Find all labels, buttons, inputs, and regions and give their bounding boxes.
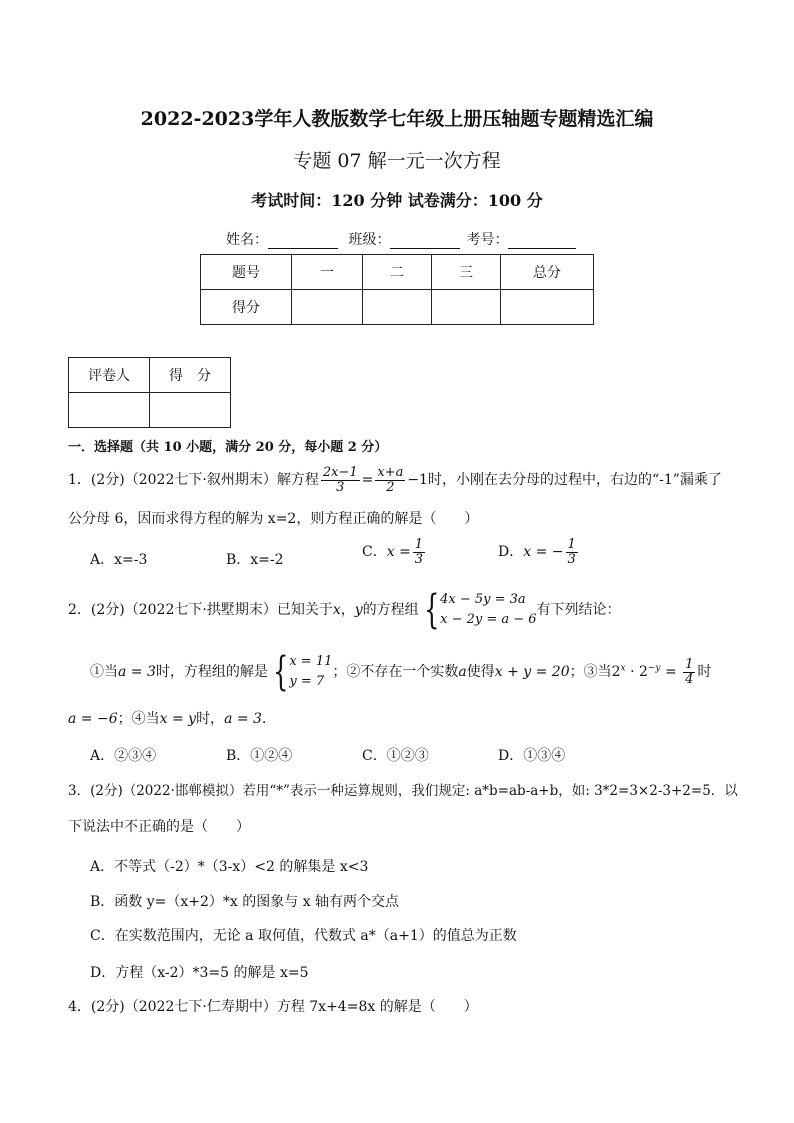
q2-c1-cond: a = 3 [118, 664, 156, 680]
score-header-cell: 二 [363, 255, 432, 290]
q2-c1-var: a [458, 664, 467, 680]
q2-c1-sep: ；②不存在一个实数 [332, 664, 459, 680]
score-cell[interactable] [292, 290, 363, 325]
question-1-line-2: 公分母 6，因而求得方程的解为 x=2，则方程正确的解是（ ） [68, 511, 479, 527]
q2-var-x: x [332, 602, 341, 618]
score-header-cell: 题号 [201, 255, 292, 290]
class-blank[interactable] [390, 234, 460, 249]
frac-denominator: 2 [386, 479, 395, 495]
q2-c1-exp2: −y [647, 663, 661, 674]
q2-c1-text3: ；③当 [569, 664, 612, 680]
name-blank[interactable] [268, 234, 338, 249]
q2-suffix: 有下列结论： [536, 602, 621, 618]
grader-score-cell[interactable] [150, 393, 231, 428]
class-label: 班级： [348, 232, 391, 248]
q2-l3-end: ． [261, 711, 276, 727]
system-eq-2: x − 2y = a − 6 [440, 612, 537, 627]
q1-fraction-1 [321, 466, 360, 494]
question-2-line-1 [68, 587, 621, 633]
q2-prefix: 2．(2分)（2022七下·拱墅期末）已知关于 [68, 602, 333, 618]
frac-numerator: 2x−1 [322, 465, 358, 480]
score-table-row [201, 290, 594, 325]
score-cell[interactable] [501, 290, 594, 325]
q2-c1-exp1: x [620, 663, 626, 674]
frac-denominator: 3 [336, 479, 345, 495]
q2-option-b[interactable]: B．①②④ [226, 748, 293, 764]
q2-c1-end: 时 [697, 664, 712, 680]
q2-l3-cond: x = y [159, 711, 197, 727]
q1-fraction-2 [375, 466, 405, 494]
question-3-line-1: 3．(2分)（2022·邯郸模拟）若用“*”表示一种运算规则，我们规定: a*b=ab-a+b，如: 3*2=3×2-3+2=5．以 [68, 783, 738, 799]
q2-comma: ， [340, 602, 355, 618]
q1-equals: = [361, 472, 374, 489]
q3-option-d[interactable]: D．方程（x-2）*3=5 的解是 x=5 [90, 965, 309, 981]
q2-option-a[interactable]: A．②③④ [90, 748, 157, 764]
frac-numerator: x+a [377, 465, 404, 480]
q1-option-d[interactable] [498, 538, 580, 566]
grader-score-header: 得 分 [150, 358, 231, 393]
score-header-cell: 一 [292, 255, 363, 290]
q1-option-b[interactable]: B．x=-2 [226, 552, 284, 568]
exam-meta: 考试时间：120 分钟 试卷满分：100 分 [251, 191, 543, 210]
option-lhs: x = − [523, 544, 564, 561]
q2-var-y: y [354, 602, 363, 618]
option-fraction [566, 538, 578, 566]
q2-c1-pow: 2 [611, 664, 621, 680]
score-row-label: 得分 [201, 290, 292, 325]
number-label: 考号： [466, 232, 509, 248]
score-header-cell: 三 [432, 255, 501, 290]
frac-numerator: 1 [685, 656, 694, 672]
left-brace-icon: { [272, 649, 289, 695]
solution-eq-1: x = 11 [289, 654, 333, 669]
left-brace-icon: { [423, 587, 440, 633]
q2-c1-text2: 使得 [466, 664, 495, 680]
option-fraction [413, 538, 425, 566]
q1-option-a[interactable]: A．x=-3 [90, 552, 148, 568]
frac-denominator: 3 [414, 551, 424, 567]
number-blank[interactable] [508, 234, 576, 249]
topic-subtitle: 专题 07 解一元一次方程 [293, 150, 501, 172]
q2-solution-system [289, 652, 332, 692]
frac-numerator: 1 [414, 537, 424, 552]
option-label: C． [362, 544, 387, 561]
q2-c1-eq: = [660, 664, 682, 680]
q2-l3-res: a = 3 [224, 711, 262, 727]
q1-option-c[interactable] [362, 538, 427, 566]
q3-option-a[interactable]: A．不等式（-2）*（3-x）<2 的解集是 x<3 [90, 859, 369, 875]
q2-c1-fraction [683, 658, 695, 686]
section-heading: 一．选择题（共 10 小题，满分 20 分，每小题 2 分） [68, 440, 388, 455]
q2-l3-mid: ；④当 [117, 711, 160, 727]
frac-denominator: 4 [685, 671, 694, 687]
q2-c1-dot: · 2 [625, 664, 648, 680]
q2-l3-a: a = −6 [68, 711, 118, 727]
student-info-line [226, 229, 582, 249]
grader-header: 评卷人 [69, 358, 150, 393]
q2-mid: 的方程组 [362, 602, 419, 618]
score-header-cell: 总分 [501, 255, 594, 290]
score-table [200, 254, 594, 325]
q1-prefix: 1．(2分)（2022七下·叙州期末）解方程 [68, 472, 319, 489]
question-2-line-2 [90, 649, 712, 695]
question-1-line-1 [68, 466, 722, 494]
system-eq-1: 4x − 5y = 3a [440, 592, 526, 607]
question-3-line-2: 下说法中不正确的是（ ） [68, 819, 250, 835]
q2-equation-system [440, 590, 536, 630]
q2-l3-text: 时， [196, 711, 225, 727]
q2-c1-prefix: ①当 [90, 664, 118, 680]
q1-suffix: −1时，小刚在去分母的过程中，右边的“-1”漏乘了 [407, 472, 722, 489]
frac-denominator: 3 [567, 551, 576, 567]
q2-option-d[interactable]: D．①③④ [498, 748, 566, 764]
option-label: D． [498, 544, 524, 561]
grader-cell[interactable] [69, 393, 150, 428]
frac-numerator: 1 [567, 537, 576, 552]
question-2-line-3 [68, 711, 276, 728]
score-cell[interactable] [432, 290, 501, 325]
q3-option-c[interactable]: C．在实数范围内，无论 a 取何值，代数式 a*（a+1）的值总为正数 [90, 928, 517, 944]
page-title: 2022-2023学年人教版数学七年级上册压轴题专题精选汇编 [140, 108, 654, 130]
q2-c1-expr: x + y = 20 [494, 664, 570, 680]
score-table-header-row [201, 255, 594, 290]
q2-c1-mid: 时，方程组的解是 [155, 664, 268, 680]
score-cell[interactable] [363, 290, 432, 325]
q2-option-c[interactable]: C．①②③ [362, 748, 429, 764]
solution-eq-2: y = 7 [289, 674, 325, 689]
question-4-line-1: 4．(2分)（2022七下·仁寿期中）方程 7x+4=8x 的解是（ ） [68, 999, 478, 1015]
name-label: 姓名： [226, 232, 268, 248]
q3-option-b[interactable]: B．函数 y=（x+2）*x 的图象与 x 轴有两个交点 [90, 894, 400, 910]
grader-table [68, 357, 231, 428]
option-lhs: x = [386, 544, 411, 561]
